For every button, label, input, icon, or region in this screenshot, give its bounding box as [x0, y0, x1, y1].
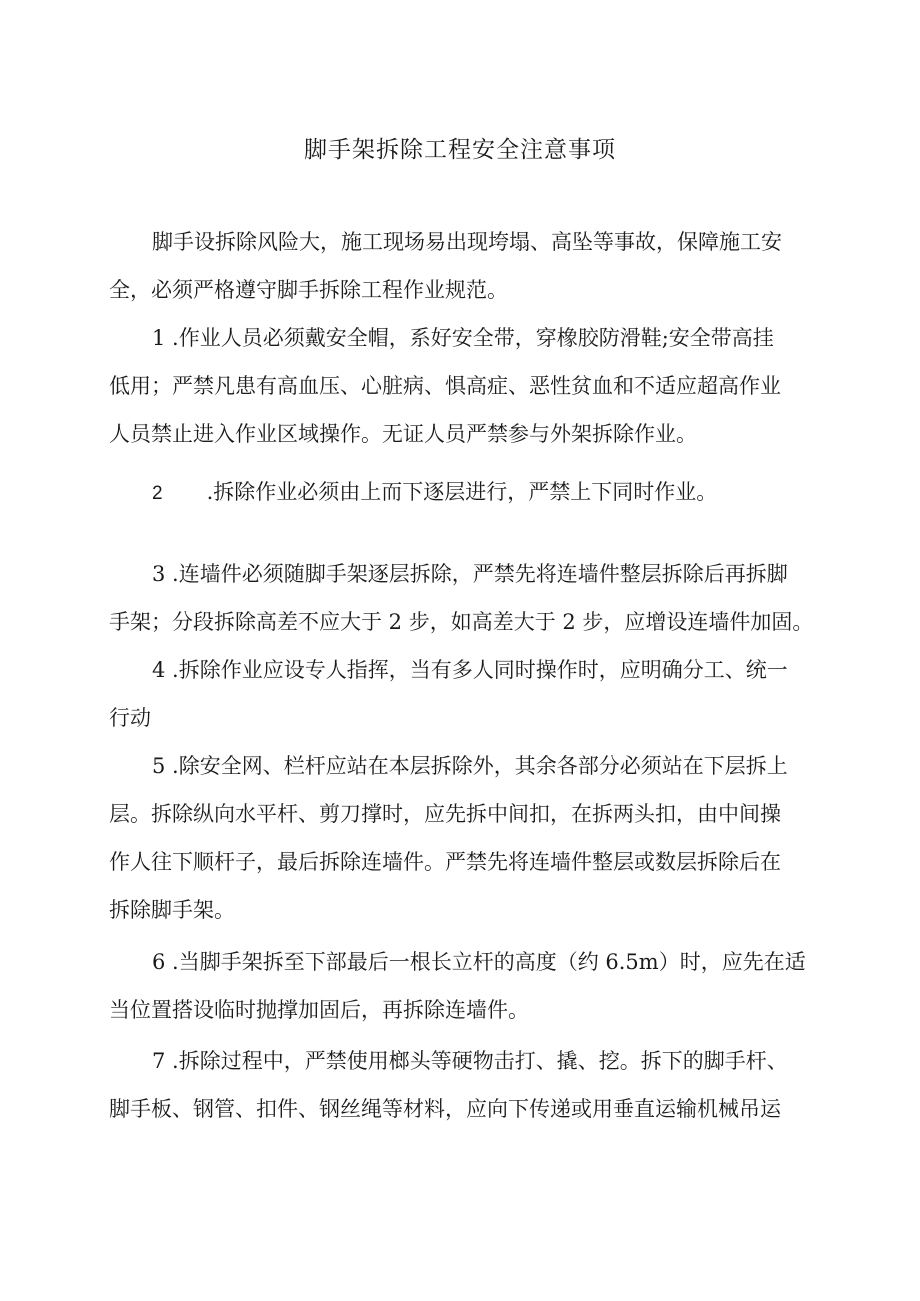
item-5-line-4: 拆除脚手架。	[109, 898, 235, 922]
item-2-line	[152, 476, 872, 510]
item-2-number: 2	[152, 483, 163, 504]
item-1-line-2: 低用；严禁凡患有高血压、心脏病、惧高症、恶性贫血和不适应超高作业	[109, 374, 781, 398]
item-7-line-2: 脚手板、钢管、扣件、钢丝绳等材料，应向下传递或用垂直运输机械吊运	[109, 1097, 781, 1121]
item-6-line-2: 当位置搭设临时抛撑加固后，再拆除连墙件。	[109, 998, 529, 1022]
item-5-line-3: 作人往下顺杆子，最后拆除连墙件。严禁先将连墙件整层或数层拆除后在	[109, 850, 781, 874]
item-1-line-1: 1 .作业人员必须戴安全帽，系好安全带，穿橡胶防滑鞋;安全带高挂	[152, 326, 774, 350]
item-4-line-2: 行动	[109, 706, 151, 730]
intro-line-2: 全，必须严格遵守脚手拆除工程作业规范。	[109, 278, 508, 302]
item-3-line-2: 手架；分段拆除高差不应大于 2 步，如高差大于 2 步，应增设连墙件加固。	[109, 610, 814, 634]
item-7-line-1: 7 .拆除过程中，严禁使用榔头等硬物击打、撬、挖。拆下的脚手杆、	[152, 1049, 788, 1073]
intro-line-1: 脚手设拆除风险大，施工现场易出现垮塌、高坠等事故，保障施工安	[152, 230, 782, 254]
item-3-line-1: 3 .连墙件必须随脚手架逐层拆除，严禁先将连墙件整层拆除后再拆脚	[152, 562, 788, 586]
item-2-text: .拆除作业必须由上而下逐层进行，严禁上下同时作业。	[206, 480, 718, 504]
item-6-line-1: 6 .当脚手架拆至下部最后一根长立杆的高度（约 6.5m）时，应先在适	[152, 950, 806, 974]
document-title: 脚手架拆除工程安全注意事项	[304, 137, 616, 163]
item-5-line-1: 5 .除安全网、栏杆应站在本层拆除外，其余各部分必须站在下层拆上	[152, 754, 788, 778]
item-1-line-3: 人员禁止进入作业区域操作。无证人员严禁参与外架拆除作业。	[109, 422, 697, 446]
item-4-line-1: 4 .拆除作业应设专人指挥，当有多人同时操作时，应明确分工、统一	[152, 658, 788, 682]
item-5-line-2: 层。拆除纵向水平杆、剪刀撑时，应先拆中间扣，在拆两头扣，由中间操	[109, 802, 781, 826]
